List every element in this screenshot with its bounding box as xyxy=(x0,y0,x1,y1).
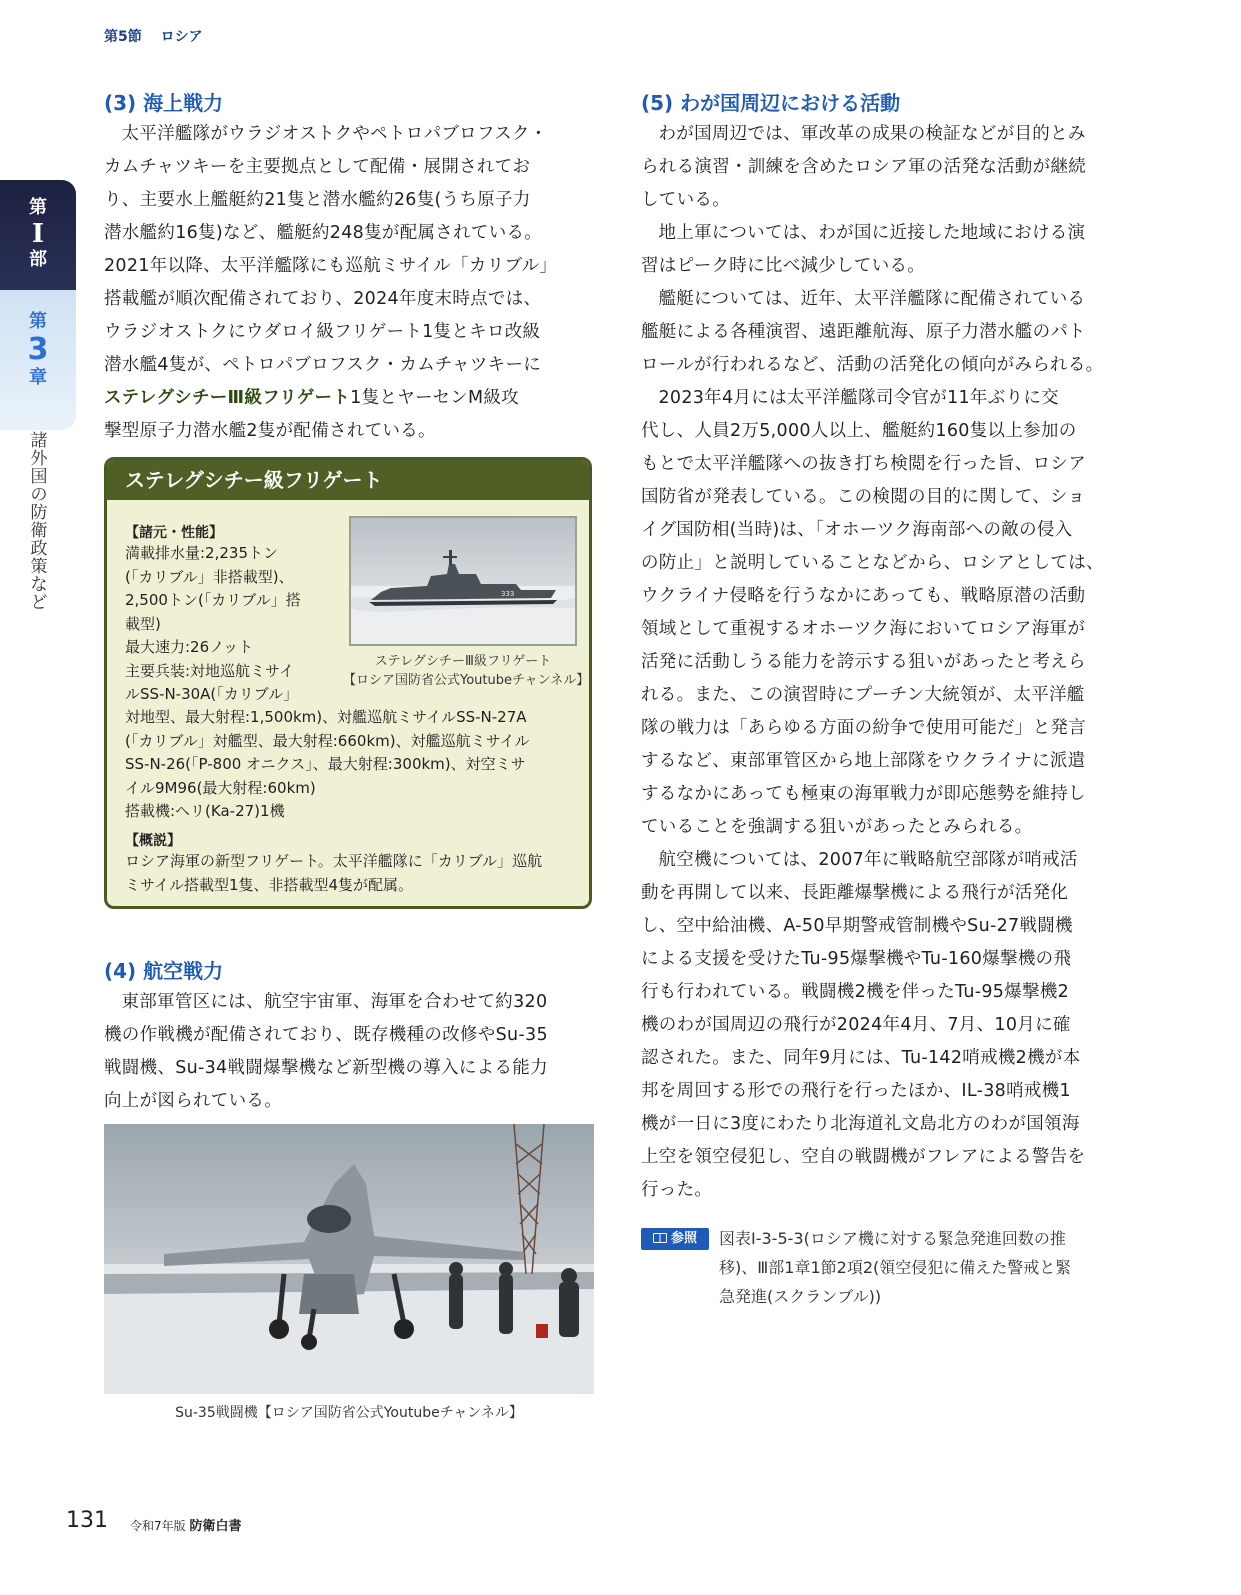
page-number: 131 xyxy=(66,1508,108,1533)
summary-heading: 【概説】 xyxy=(125,833,181,849)
chapter-prefix: 第 xyxy=(29,311,47,332)
text-line: 代し、人員2万5,000人以上、艦艇約160隻以上参加の xyxy=(641,421,1077,441)
part-suffix: 部 xyxy=(29,249,47,270)
text-line: 戦闘機、Su-34戦闘爆撃機など新型機の導入による能力 xyxy=(104,1058,548,1078)
chapter-indicator xyxy=(0,310,76,390)
section-heading: (5) わが国周辺における活動 xyxy=(641,91,901,115)
text-line: ロールが行われるなど、活動の活発化の傾向がみられる。 xyxy=(641,355,1104,375)
spec-line: 主要兵装:対地巡航ミサイ xyxy=(125,661,295,680)
spec-heading: 【諸元・性能】 xyxy=(125,525,223,541)
publication-title: 防衛白書 xyxy=(189,1519,242,1534)
text-span: 1隻とヤーセンM級攻 xyxy=(350,388,520,408)
vertical-char: 外 xyxy=(30,449,48,469)
spec-list-wide xyxy=(125,706,585,824)
spec-line: イル9M96(最大射程:60km) xyxy=(125,778,316,797)
text-line: している。 xyxy=(641,190,730,210)
spec-line: SS-N-26(「P-800 オニクス」、最大射程:300km)、対空ミサ xyxy=(125,755,526,773)
publication-edition: 令和7年版 xyxy=(130,1519,186,1533)
vertical-char: 諸 xyxy=(30,431,48,451)
text-line: 行も行われている。戦闘機2機を伴ったTu-95爆撃機2 xyxy=(641,982,1070,1002)
box-title: ステレグシチー級フリゲート xyxy=(107,460,589,500)
su35-illustration xyxy=(104,1124,594,1394)
spec-line: 対地型、最大射程:1,500km)、対艦巡航ミサイルSS-N-27A xyxy=(125,708,527,726)
spec-list-narrow xyxy=(125,542,345,707)
section-air-forces xyxy=(104,956,596,1118)
text-line: するなど、東部軍管区から地上部隊をウクライナに派遣 xyxy=(641,751,1086,771)
section-heading: (4) 航空戦力 xyxy=(104,959,224,983)
text-line: 国防省が発表している。この検閲の目的に関して、ショ xyxy=(641,487,1086,507)
reference-badge[interactable] xyxy=(641,1228,709,1250)
text-line: 潜水艦約16隻)など、艦艇約248隻が配属されている。 xyxy=(104,223,543,243)
text-line: 艦艇については、近年、太平洋艦隊に配備されている xyxy=(658,289,1086,309)
summary-line: ミサイル搭載型1隻、非搭載型4隻が配属。 xyxy=(125,875,414,894)
hull-number: 333 xyxy=(501,590,515,598)
frigate-info-box xyxy=(104,457,592,909)
spec-line: 搭載機:ヘリ(Ka-27)1機 xyxy=(125,802,285,820)
reference-badge-label: 参照 xyxy=(670,1231,697,1246)
text-line: 搭載艦が順次配備されており、2024年度末時点では、 xyxy=(104,289,542,309)
text-line: ていることを強調する狙いがあったとみられる。 xyxy=(641,817,1033,837)
text-line: 邦を周回する形での飛行を行ったほか、IL-38哨戒機1 xyxy=(641,1081,1071,1101)
header-section-name: ロシア xyxy=(160,29,203,45)
vertical-char: 政 xyxy=(30,539,48,559)
text-line: 地上軍については、わが国に近接した地域における演 xyxy=(658,223,1086,243)
text-line: れる。また、この演習時にプーチン大統領が、太平洋艦 xyxy=(641,685,1085,705)
section-naval-forces xyxy=(104,88,596,448)
reference-line: 図表Ⅰ-3-5-3(ロシア機に対する緊急発進回数の推 xyxy=(719,1229,1066,1248)
reference-text[interactable] xyxy=(719,1224,1133,1311)
reference-line: 移)、Ⅲ部1章1節2項2(領空侵犯に備えた警戒と緊 xyxy=(719,1258,1072,1277)
spec-line: (「カリブル」対艦型、最大射程:660km)、対艦巡航ミサイル xyxy=(125,731,530,750)
su35-caption: Su-35戦闘機【ロシア国防省公式Youtubeチャンネル】 xyxy=(175,1405,523,1421)
vertical-char: な xyxy=(30,575,48,595)
vertical-char: の xyxy=(30,485,48,505)
publication-name xyxy=(130,1515,241,1534)
text-line: ウクライナ侵略を行うなかにあっても、戦略原潜の活動 xyxy=(641,586,1086,606)
vertical-char: ど xyxy=(30,593,48,613)
text-line: 動を再開して以来、長距離爆撃機による飛行が活発化 xyxy=(641,883,1069,903)
part-number: I xyxy=(31,219,45,249)
vertical-char: 策 xyxy=(30,557,48,577)
text-line: 機が一日に3度にわたり北海道礼文島北方のわが国領海 xyxy=(641,1114,1080,1134)
text-line: 東部軍管区には、航空宇宙軍、海軍を合わせて約320 xyxy=(121,992,548,1012)
vertical-char: 衛 xyxy=(30,521,48,541)
text-line: イグ国防相(当時)は、「オホーツク海南部への敵の侵入 xyxy=(641,520,1073,540)
spec-line: 載型) xyxy=(125,614,161,633)
frigate-photo-caption xyxy=(343,652,590,690)
text-line: するなかにあっても極東の海軍戦力が即応態勢を維持し xyxy=(641,784,1086,804)
frigate-illustration xyxy=(351,518,575,644)
text-line: 上空を領空侵犯し、空自の戦闘機がフレアによる警告を xyxy=(641,1147,1086,1167)
vertical-char: 国 xyxy=(30,467,48,487)
text-line: 航空機については、2007年に戦略航空部隊が哨戒活 xyxy=(658,850,1078,870)
text-line: 向上が図られている。 xyxy=(104,1091,282,1111)
caption-line: 【ロシア国防省公式Youtubeチャンネル】 xyxy=(343,673,590,688)
text-line: 機のわが国周辺の飛行が2024年4月、7月、10月に確 xyxy=(641,1015,1071,1035)
text-line xyxy=(104,382,596,415)
caption-line: ステレグシチーⅢ級フリゲート xyxy=(374,654,552,669)
text-line: 撃型原子力潜水艦2隻が配備されている。 xyxy=(104,421,436,441)
spec-line: 満載排水量:2,235トン xyxy=(125,544,278,562)
book-icon xyxy=(653,1233,667,1243)
bold-term: ステレグシチーⅢ級フリゲート xyxy=(104,388,351,408)
text-line: の防止」と説明していることなどから、ロシアとしては、 xyxy=(641,553,1104,573)
text-line: 機の作戦機が配備されており、既存機種の改修やSu-35 xyxy=(104,1025,548,1045)
text-line: ウラジオストクにウダロイ級フリゲート1隻とキロ改級 xyxy=(104,322,541,342)
chapter-number: 3 xyxy=(27,332,49,367)
text-line: 潜水艦4隻が、ペトロパブロフスク・カムチャツキーに xyxy=(104,355,542,375)
running-header xyxy=(104,26,203,46)
spec-line: (「カリブル」非搭載型)、 xyxy=(125,567,294,586)
header-section: 第5節 xyxy=(104,29,142,45)
text-line: り、主要水上艦艇約21隻と潜水艦約26隻(うち原子力 xyxy=(104,190,531,210)
frigate-photo xyxy=(349,516,577,646)
text-line: 隊の戦力は「あらゆる方面の紛争で使用可能だ」と発言 xyxy=(641,718,1086,738)
text-line: られる演習・訓練を含めたロシア軍の活発な活動が継続 xyxy=(641,157,1086,177)
section-activities xyxy=(641,88,1133,1207)
spec-line: 2,500トン(「カリブル」搭 xyxy=(125,591,301,609)
text-line: わが国周辺では、軍改革の成果の検証などが目的とみ xyxy=(658,124,1086,144)
text-line: 習はピーク時に比べ減少している。 xyxy=(641,256,926,276)
text-line: による支援を受けたTu-95爆撃機やTu-160爆撃機の飛 xyxy=(641,949,1072,969)
text-line: 2023年4月には太平洋艦隊司令官が11年ぶりに交 xyxy=(658,388,1059,408)
text-line: もとで太平洋艦隊への抜き打ち検閲を行った旨、ロシア xyxy=(641,454,1086,474)
text-line: 領域として重視するオホーツク海においてロシア海軍が xyxy=(641,619,1086,639)
chapter-suffix: 章 xyxy=(29,367,47,388)
su35-photo xyxy=(104,1124,594,1394)
summary-line: ロシア海軍の新型フリゲート。太平洋艦隊に「カリブル」巡航 xyxy=(125,852,543,870)
section-heading: (3) 海上戦力 xyxy=(104,91,224,115)
spec-line: 最大速力:26ノット xyxy=(125,638,254,656)
vertical-char: 防 xyxy=(30,503,48,523)
spec-line: ルSS-N-30A(「カリブル」 xyxy=(125,685,299,703)
text-line: し、空中給油機、A-50早期警戒管制機やSu-27戦闘機 xyxy=(641,916,1073,936)
summary-text xyxy=(125,850,585,897)
part-indicator xyxy=(0,196,76,272)
section-body xyxy=(641,118,1133,1207)
text-line: カムチャツキーを主要拠点として配備・展開されてお xyxy=(104,157,531,177)
text-line: 2021年以降、太平洋艦隊にも巡航ミサイル「カリブル」 xyxy=(104,256,558,276)
section-body xyxy=(104,986,596,1118)
text-line: 太平洋艦隊がウラジオストクやペトロパブロフスク・ xyxy=(121,124,548,144)
section-body xyxy=(104,118,596,448)
part-prefix: 第 xyxy=(29,197,47,218)
text-line: 活発に活動しうる能力を誇示する狙いがあったと考えら xyxy=(641,652,1086,672)
text-line: 行った。 xyxy=(641,1180,713,1200)
text-line: 認された。また、同年9月には、Tu-142哨戒機2機が本 xyxy=(641,1048,1081,1068)
text-line: 艦艇による各種演習、遠距離航海、原子力潜水艦のパト xyxy=(641,322,1086,342)
reference-line: 急発進(スクランブル)) xyxy=(719,1287,882,1306)
part-vertical-title xyxy=(26,432,52,612)
